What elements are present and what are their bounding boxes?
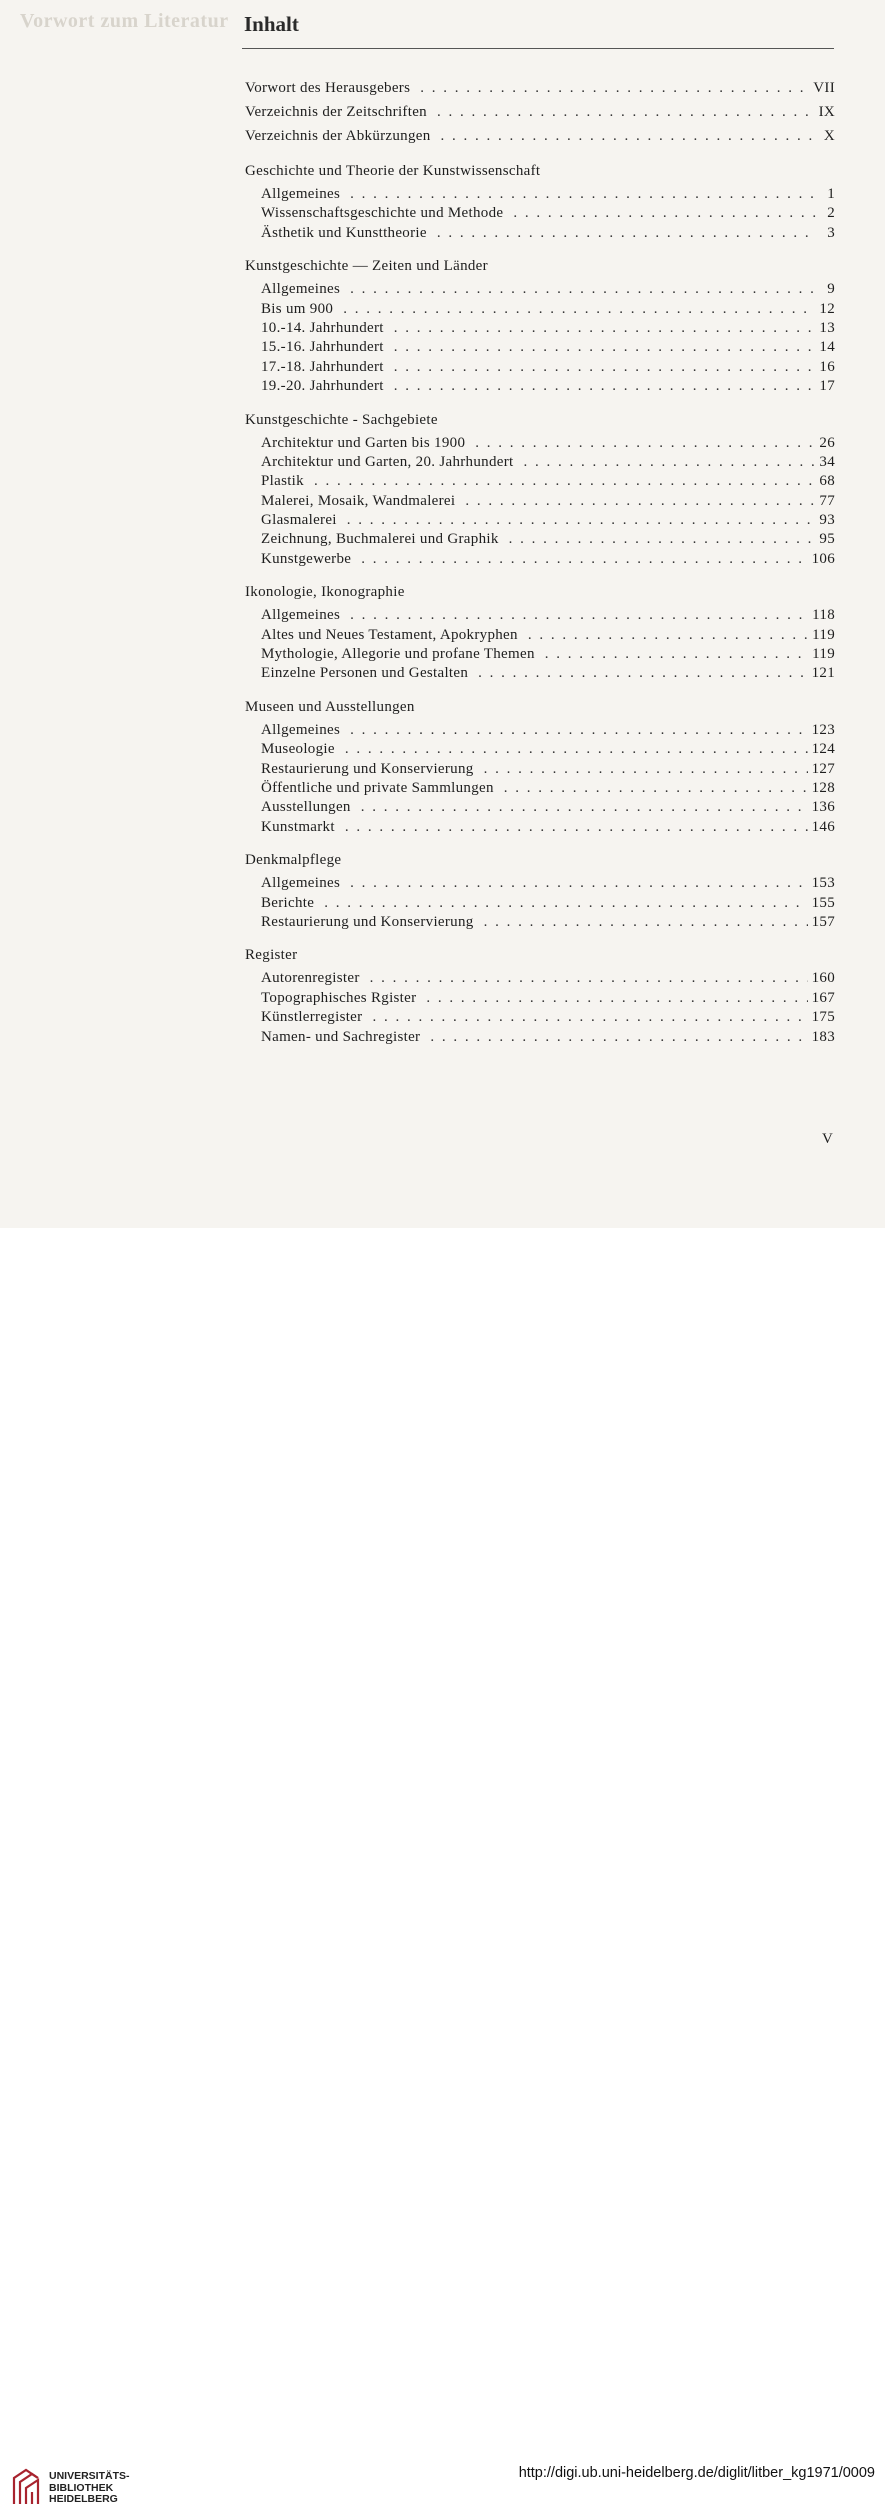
toc-entry (261, 798, 835, 817)
toc-entry-title: Allgemeines (261, 281, 341, 298)
toc-entry-title: Allgemeines (261, 186, 341, 202)
toc-entry-title: Allgemeines (261, 607, 341, 624)
toc-entry-page: 95 (819, 531, 835, 548)
dot-leader (513, 204, 817, 223)
toc-entry-page: 68 (819, 473, 835, 490)
bleed-through-text: Vorwort zum Literatur (20, 10, 229, 32)
toc-entry (261, 740, 835, 759)
toc-entry-page: X (823, 128, 835, 144)
toc-entry (261, 645, 835, 664)
permalink-url[interactable]: http://digi.ub.uni-heidelberg.de/diglit/litber_kg1971/0009 (518, 2465, 875, 2481)
toc-entry-title: Kunstmarkt (261, 818, 335, 835)
section-heading: Kunstgeschichte - Sachgebiete (245, 411, 438, 428)
toc-entry-title: Autorenregister (261, 970, 360, 987)
dot-leader (475, 434, 815, 453)
section-heading: Kunstgeschichte — Zeiten und Länder (245, 258, 488, 275)
toc-entry (245, 76, 835, 100)
toc-entry (261, 492, 835, 511)
dot-leader (394, 377, 816, 396)
toc-entry-page: 26 (819, 434, 835, 451)
toc-entry-page: 17 (819, 378, 835, 395)
toc-entry (261, 606, 835, 625)
dot-leader (484, 760, 808, 779)
dot-leader (345, 740, 808, 759)
toc-entry-title: 10.-14. Jahrhundert (261, 319, 384, 336)
toc-entry-title: 19.-20. Jahrhundert (261, 378, 384, 395)
toc-section (245, 257, 835, 396)
dot-leader (394, 338, 816, 357)
toc-entry-title: Wissenschaftsgeschichte und Methode (261, 205, 504, 222)
dot-leader (441, 124, 817, 148)
toc-entry (261, 377, 835, 396)
toc-entry-title: Einzelne Personen und Gestalten (261, 665, 469, 682)
dot-leader (437, 100, 815, 124)
dot-leader (314, 472, 815, 491)
toc-entry (261, 913, 835, 932)
toc-entry-page: 175 (811, 1009, 835, 1026)
toc-section (245, 946, 835, 1047)
dot-leader (343, 300, 815, 319)
toc-entry-page: 13 (819, 319, 835, 336)
toc-entry-page: 136 (811, 799, 835, 816)
toc-entry-title: Bis um 900 (261, 300, 334, 317)
section-entries (245, 434, 835, 570)
toc-entry-title: Berichte (261, 894, 315, 911)
front-matter-list (245, 76, 835, 148)
toc-section (245, 411, 835, 570)
page-title: Inhalt (244, 12, 299, 36)
dot-leader (528, 626, 808, 645)
toc-entry-page: 3 (827, 224, 835, 241)
toc-entry-page: 128 (811, 779, 835, 796)
dot-leader (347, 511, 816, 530)
dot-leader (523, 453, 815, 472)
section-heading: Denkmalpflege (245, 852, 342, 869)
toc-entry-page: 153 (811, 875, 835, 892)
toc-entry-title: 17.-18. Jahrhundert (261, 358, 384, 375)
library-name-line-2: BIBLIOTHEK (49, 2481, 114, 2494)
toc-entry-page: 12 (819, 300, 835, 317)
toc-entry (261, 664, 835, 683)
dot-leader (361, 798, 808, 817)
toc-entry (261, 550, 835, 569)
toc-section (245, 698, 835, 837)
toc-section (245, 162, 835, 243)
section-entries (245, 874, 835, 932)
dot-leader (426, 989, 807, 1008)
toc-entry-page: 9 (827, 281, 835, 298)
toc-sections (245, 162, 835, 1047)
toc-entry-page: 119 (812, 626, 835, 643)
toc-entry-title: Namen- und Sachregister (261, 1028, 421, 1045)
toc-entry-page: 77 (819, 492, 835, 509)
dot-leader (394, 319, 816, 338)
toc-entry (261, 185, 835, 204)
dot-leader (478, 664, 807, 683)
toc-entry-title: Künstlerregister (261, 1009, 363, 1026)
toc-entry-page: 157 (811, 913, 835, 930)
toc-entry (245, 124, 835, 148)
toc-entry-page: 167 (811, 989, 835, 1006)
viewer-footer (0, 1228, 885, 2505)
toc-entry (261, 894, 835, 913)
toc-entry (261, 626, 835, 645)
heidelberg-library-logo-icon[interactable] (10, 2466, 42, 2508)
toc-entry (261, 224, 835, 243)
toc-entry-title: Zeichnung, Buchmalerei und Graphik (261, 531, 499, 548)
dot-leader (465, 492, 815, 511)
toc-entry-title: Restaurierung und Konservierung (261, 760, 474, 777)
toc-entry-title: Ästhetik und Kunsttheorie (261, 224, 427, 241)
toc-entry-title: Ausstellungen (261, 799, 351, 816)
toc-entry (261, 453, 835, 472)
toc-entry (261, 969, 835, 988)
toc-entry (261, 434, 835, 453)
toc-entry (261, 338, 835, 357)
dot-leader (350, 874, 807, 893)
toc-entry-page: 155 (811, 894, 835, 911)
section-heading: Register (245, 947, 298, 964)
dot-leader (350, 280, 817, 299)
toc-entry (245, 100, 835, 124)
library-name-line-3: HEIDELBERG (49, 2493, 118, 2505)
page-number: V (822, 1131, 833, 1147)
toc-entry (261, 874, 835, 893)
toc-entry (261, 530, 835, 549)
toc-entry (261, 319, 835, 338)
library-name[interactable] (49, 2471, 130, 2506)
toc-entry-page: 127 (811, 760, 835, 777)
toc-entry-title: Architektur und Garten bis 1900 (261, 434, 466, 451)
toc-entry-title: Mythologie, Allegorie und profane Themen (261, 646, 535, 663)
toc-entry (261, 472, 835, 491)
toc-entry-title: Altes und Neues Testament, Apokryphen (261, 626, 518, 643)
dot-leader (504, 779, 808, 798)
toc-entry-page: 14 (819, 339, 835, 356)
toc-entry-page: 93 (819, 512, 835, 529)
toc-entry (261, 989, 835, 1008)
toc-entry-page: 2 (827, 205, 835, 222)
toc-entry (261, 1008, 835, 1027)
toc-entry (261, 204, 835, 223)
dot-leader (345, 818, 808, 837)
toc-entry (261, 779, 835, 798)
dot-leader (420, 76, 809, 100)
toc-entry-page: 121 (811, 665, 835, 682)
section-entries (245, 606, 835, 684)
toc-entry-title: Restaurierung und Konservierung (261, 913, 474, 930)
scanned-page (0, 0, 885, 1228)
toc-entry-page: 183 (811, 1028, 835, 1045)
toc-entry-title: Allgemeines (261, 721, 341, 738)
toc-entry-page: 119 (812, 646, 835, 663)
toc-entry (261, 358, 835, 377)
toc-entry (261, 818, 835, 837)
toc-entry-title: Plastik (261, 473, 304, 490)
toc-entry-page: VII (813, 80, 835, 96)
toc-entry-title: Allgemeines (261, 875, 341, 892)
toc-entry-page: IX (818, 104, 835, 120)
toc-entry-title: Glasmalerei (261, 512, 337, 529)
toc-entry-title: Topographisches Rgister (261, 989, 417, 1006)
dot-leader (370, 969, 808, 988)
toc-entry-page: 34 (819, 453, 835, 470)
toc-entry (261, 1028, 835, 1047)
section-heading: Museen und Ausstellungen (245, 698, 415, 715)
dot-leader (324, 894, 807, 913)
section-entries (245, 185, 835, 243)
section-entries (245, 721, 835, 837)
toc-entry (261, 721, 835, 740)
dot-leader (350, 606, 808, 625)
toc-entry-title: Verzeichnis der Zeitschriften (245, 104, 427, 120)
section-heading: Ikonologie, Ikonographie (245, 584, 405, 601)
title-rule (242, 48, 834, 49)
toc-entry-title: Malerei, Mosaik, Wandmalerei (261, 492, 456, 509)
toc-entry-page: 123 (811, 721, 835, 738)
dot-leader (361, 550, 807, 569)
toc-entry-title: Vorwort des Herausgebers (245, 80, 411, 96)
toc-entry-title: Öffentliche und private Sammlungen (261, 779, 494, 796)
toc-entry-title: Architektur und Garten, 20. Jahrhundert (261, 453, 514, 470)
toc-entry-page: 1 (827, 186, 835, 202)
section-heading: Geschichte und Theorie der Kunstwissenschaft (245, 163, 541, 179)
dot-leader (484, 913, 808, 932)
toc-entry-title: Verzeichnis der Abkürzungen (245, 128, 431, 144)
toc-entry-title: 15.-16. Jahrhundert (261, 339, 384, 356)
dot-leader (372, 1008, 807, 1027)
toc-section (245, 851, 835, 932)
toc-section (245, 583, 835, 684)
section-entries (245, 969, 835, 1047)
toc-entry-title: Museologie (261, 741, 335, 758)
library-name-line-1: UNIVERSITÄTS- (49, 2470, 130, 2482)
dot-leader (394, 358, 816, 377)
dot-leader (350, 721, 807, 740)
toc-entry (261, 300, 835, 319)
toc-entry-page: 124 (811, 741, 835, 758)
toc-entry-title: Kunstgewerbe (261, 550, 352, 567)
toc-entry-page: 118 (812, 607, 835, 624)
dot-leader (430, 1028, 807, 1047)
table-of-contents (245, 76, 835, 1047)
toc-entry-page: 16 (819, 358, 835, 375)
dot-leader (509, 530, 816, 549)
toc-entry-page: 146 (811, 818, 835, 835)
section-entries (245, 280, 835, 396)
toc-entry (261, 511, 835, 530)
dot-leader (437, 224, 817, 243)
toc-entry-page: 160 (811, 970, 835, 987)
dot-leader (545, 645, 808, 664)
toc-entry (261, 760, 835, 779)
dot-leader (350, 185, 817, 204)
toc-entry (261, 280, 835, 299)
toc-entry-page: 106 (811, 550, 835, 567)
